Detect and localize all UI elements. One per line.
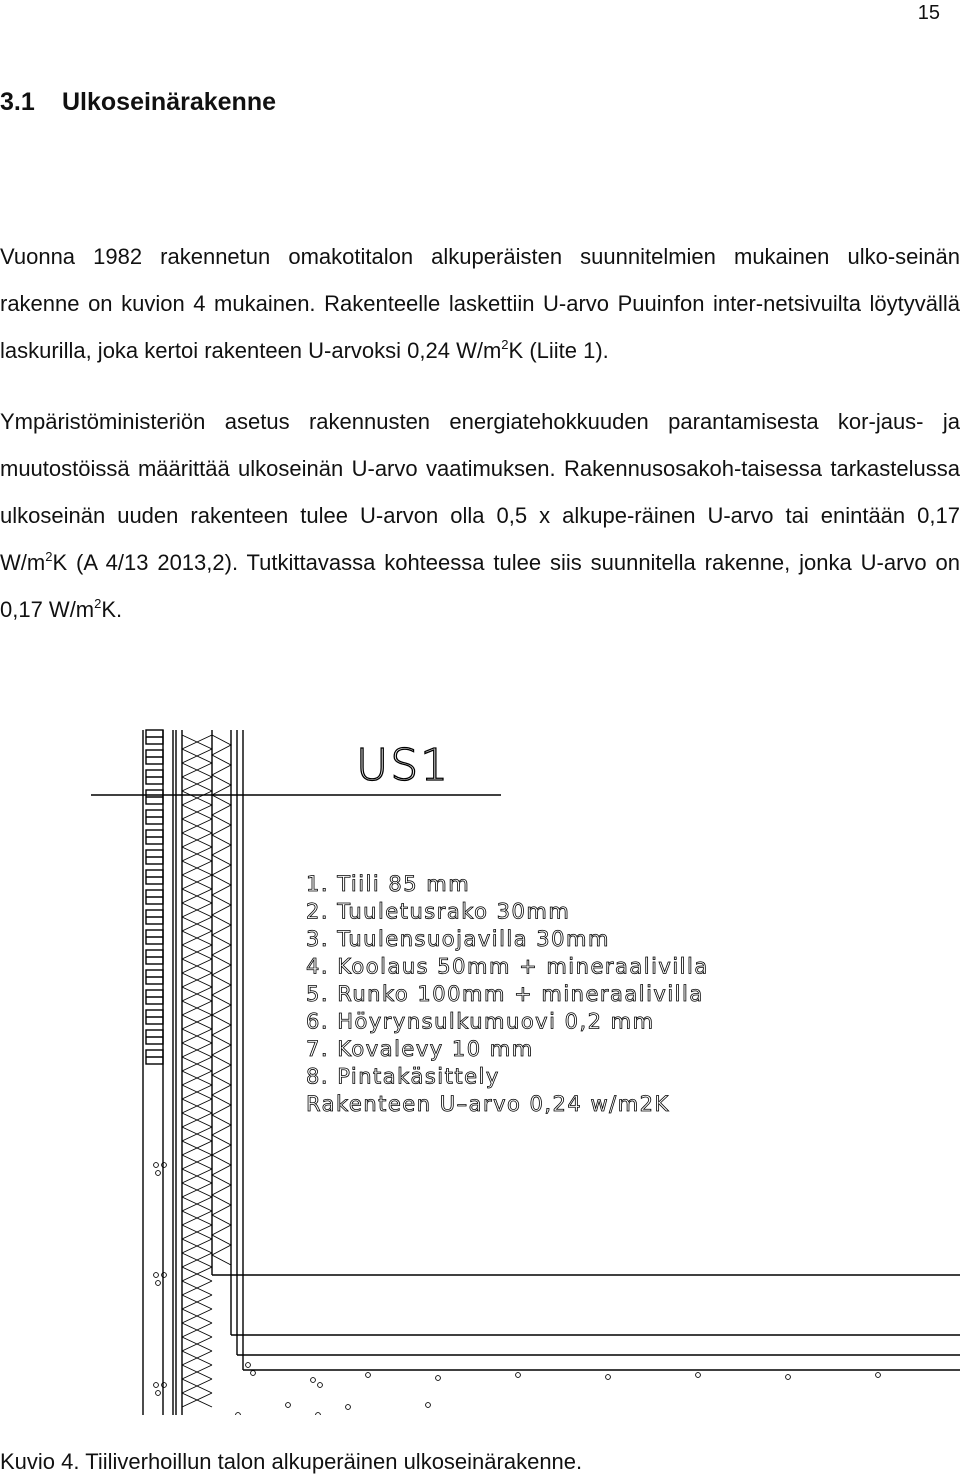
paragraph-intro (0, 233, 960, 374)
layer-legend (306, 872, 709, 1116)
wall-layers (143, 730, 960, 1415)
paragraph-intro-text-end: K (Liite 1). (508, 338, 609, 363)
legend-item: 6. Höyrynsulkumuovi 0,2 mm (306, 1009, 655, 1034)
paragraph-requirement-part2: K (A 4/13 2013,2). Tutkittavassa kohteessa tulee siis suunnitella rakenne, jonka U-arvo on 0,17 W/m (0, 550, 960, 622)
superscript: 2 (501, 337, 509, 352)
paragraph-requirement-part3: K. (101, 597, 123, 622)
paragraph-intro-text: Vuonna 1982 rakennetun omakotitalon alkuperäisten suunnitelmien mukainen ulko-seinän rakenne on kuvion 4 mukainen. Rakenteelle laskettiin U-arvo Puuinfon inter-netsivuilta löytyvällä laskurilla, joka kertoi rakenteen U-arvoksi 0,24 W/m (0, 244, 960, 363)
legend-item: 3. Tuulensuojavilla 30mm (306, 927, 610, 951)
legend-item: Rakenteen U–arvo 0,24 w/m2K (306, 1092, 670, 1116)
section-heading (0, 88, 276, 117)
figure-caption: Kuvio 4. Tiiliverhoillun talon alkuperäinen ulkoseinärakenne. (0, 1449, 583, 1474)
page-number: 15 (917, 2, 940, 24)
wall-section-drawing (88, 725, 960, 1415)
paragraph-requirement (0, 398, 960, 633)
superscript: 2 (45, 549, 53, 564)
paragraph-requirement-part1: Ympäristöministeriön asetus rakennusten energiatehokkuuden parantamisesta kor-jaus- ja muutostöissä määrittää ulkoseinän U-arvo vaatimuksen. Rakennusosakoh-taisessa tarkastelussa ulkoseinän uuden rakenteen tulee U-arvon olla 0,5 x alkupe-räinen U-arvo tai enintään 0,17 W/m (0, 409, 960, 575)
section-title: Ulkoseinärakenne (62, 88, 276, 116)
legend-item: 8. Pintakäsittely (306, 1064, 500, 1089)
legend-item: 1. Tiili 85 mm (306, 872, 471, 896)
legend-item: 5. Runko 100mm + mineraalivilla (306, 982, 704, 1006)
superscript: 2 (94, 596, 102, 611)
legend-item: 2. Tuuletusrako 30mm (306, 899, 571, 924)
section-number: 3.1 (0, 88, 35, 116)
legend-item: 7. Kovalevy 10 mm (306, 1037, 534, 1061)
legend-item: 4. Koolaus 50mm + mineraalivilla (306, 954, 709, 979)
drawing-label: US1 (356, 740, 451, 791)
